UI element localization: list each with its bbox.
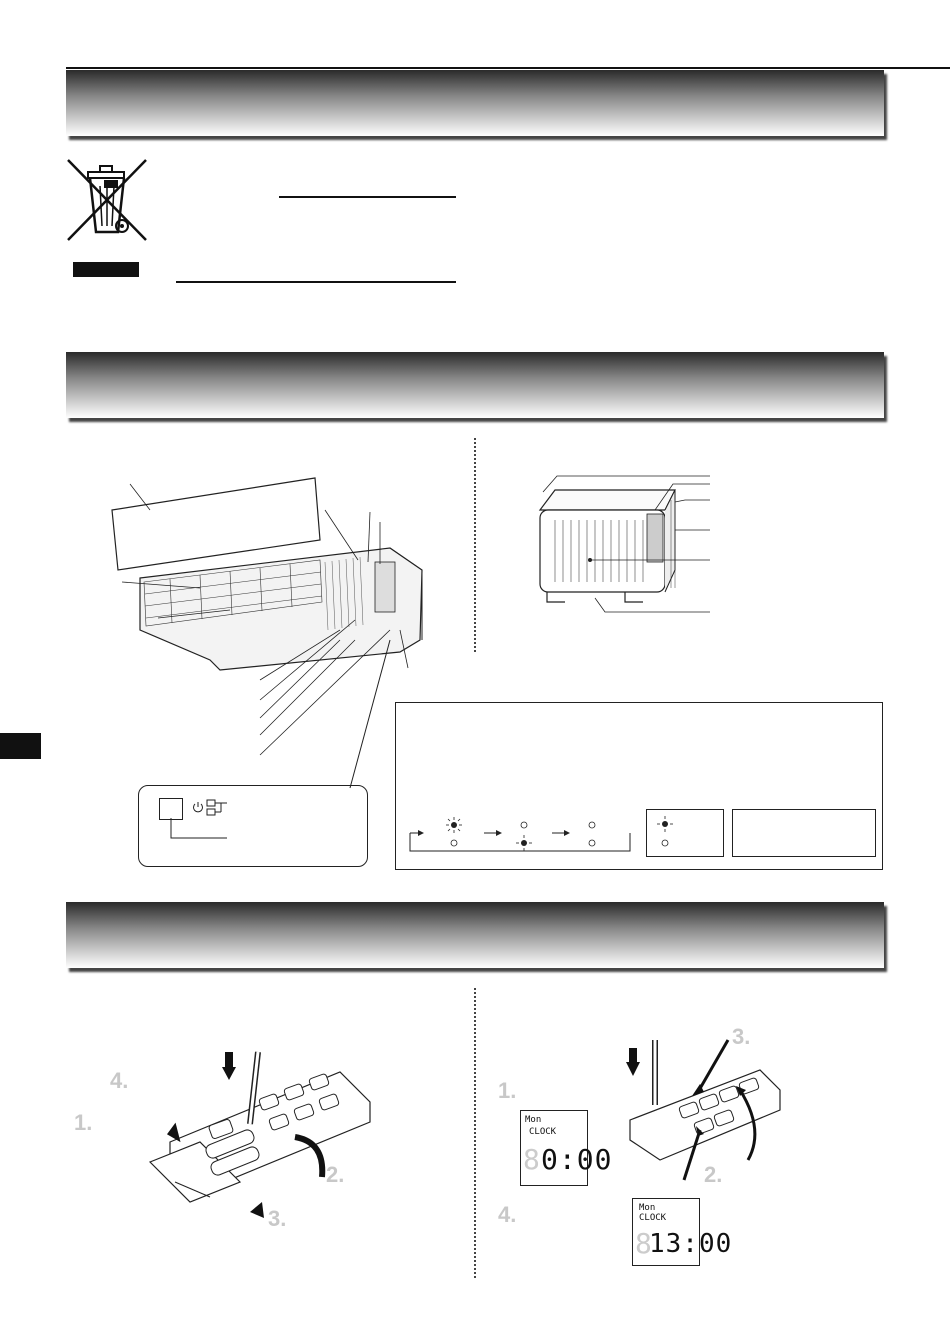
lamp-sequence-diagram bbox=[406, 815, 636, 855]
step-label: 3. bbox=[732, 1024, 751, 1049]
power-icon bbox=[191, 800, 205, 814]
section-header-preparation bbox=[66, 902, 884, 968]
lcd-faded-digit: 8 bbox=[635, 1227, 653, 1260]
blinking-lamp-icon bbox=[655, 816, 675, 852]
dotted-divider bbox=[474, 438, 476, 652]
step-label: 1. bbox=[74, 1110, 93, 1135]
step-label: 3. bbox=[268, 1206, 287, 1231]
lcd-time: 0:00 bbox=[541, 1143, 613, 1176]
language-side-tab bbox=[0, 733, 41, 759]
blinking-lamp-icon bbox=[516, 835, 532, 851]
step-label: 2. bbox=[326, 1162, 345, 1187]
lamp-description-box bbox=[732, 809, 876, 857]
receiver-icon bbox=[205, 798, 231, 818]
step-label: 4. bbox=[498, 1202, 517, 1227]
step-label: 4. bbox=[110, 1068, 129, 1093]
lcd-time: 13:00 bbox=[649, 1229, 733, 1259]
lcd-faded-digit: 8 bbox=[523, 1143, 541, 1176]
recycling-bin-crossed-icon bbox=[66, 158, 150, 244]
section-header-disposal bbox=[66, 70, 884, 136]
remote-clock-illustration bbox=[600, 1040, 790, 1190]
lcd-display-after bbox=[632, 1198, 733, 1266]
lcd-clock-label: CLOCK bbox=[639, 1213, 667, 1223]
control-callout-box bbox=[138, 785, 368, 867]
underline bbox=[279, 196, 456, 198]
blinking-lamp-icon bbox=[446, 817, 462, 833]
lcd-day: Mon bbox=[639, 1203, 656, 1213]
black-label-tag bbox=[73, 262, 139, 277]
dotted-divider bbox=[474, 988, 476, 1278]
lcd-day: Mon bbox=[525, 1115, 542, 1125]
step-label: 2. bbox=[704, 1162, 723, 1187]
outdoor-unit-illustration bbox=[525, 470, 715, 618]
step-label: 1. bbox=[498, 1078, 517, 1103]
underline bbox=[176, 281, 456, 283]
leader-line bbox=[169, 818, 229, 840]
emergency-button bbox=[159, 798, 183, 820]
lcd-display-before bbox=[520, 1110, 613, 1186]
remote-battery-illustration bbox=[140, 1052, 390, 1222]
callout-connector bbox=[340, 640, 400, 790]
lamp-state-box bbox=[646, 809, 724, 857]
section-header-parts bbox=[66, 352, 884, 418]
operation-lamp-box bbox=[395, 702, 883, 870]
lcd-clock-label: CLOCK bbox=[529, 1127, 557, 1137]
top-rule bbox=[66, 67, 950, 69]
